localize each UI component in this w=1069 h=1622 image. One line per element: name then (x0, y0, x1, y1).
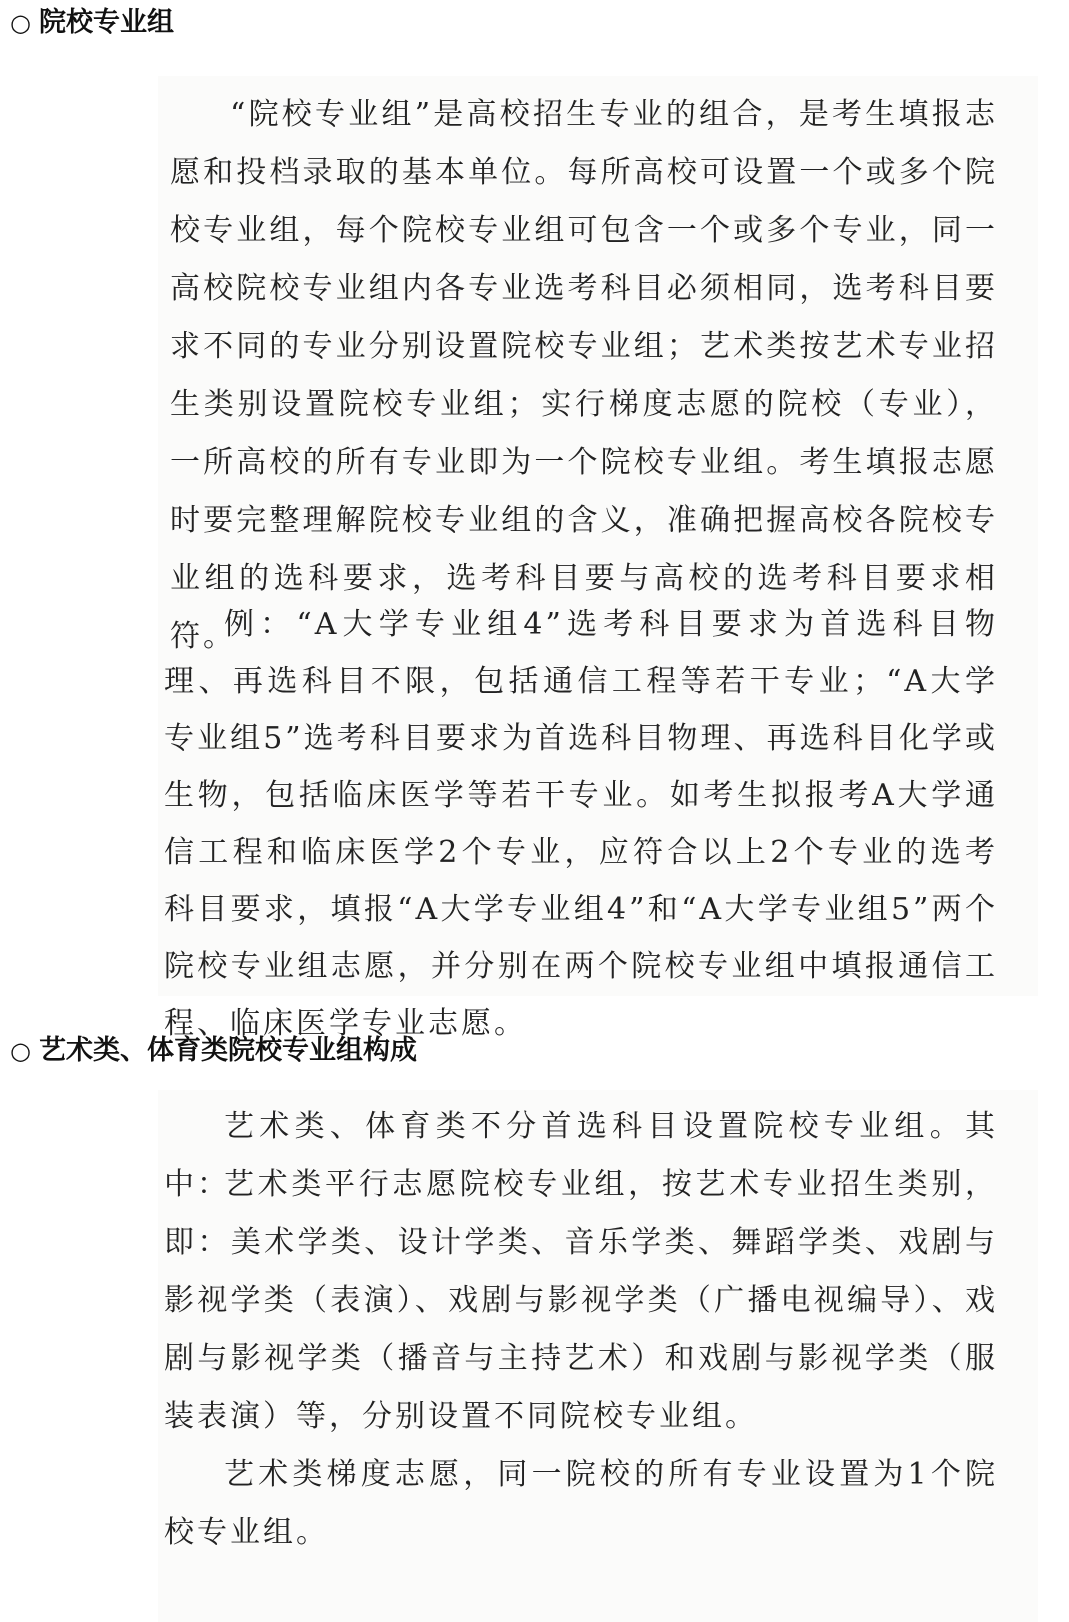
circle-bullet-icon: ○ (10, 9, 31, 37)
paragraph-example: 例：“A大学专业组4”选考科目要求为首选科目物理、再选科目不限，包括通信工程等若干专业；“A大学专业组5”选考科目要求为首选科目物理、再选科目化学或生物，包括临床医学等若干专业。如考生拟报考A大学通信工程和临床医学2个专业，应符合以上2个专业的选考科目要求，填报“A大学专业组4”和“A大学专业组5”两个院校专业组志愿，并分别在两个院校专业组中填报通信工程、临床医学专业志愿。 (164, 607, 998, 1041)
paragraph-gradient-volunteer: 艺术类梯度志愿，同一院校的所有专业设置为1个院校专业组。 (164, 1457, 998, 1550)
scanned-document-excerpt (158, 76, 1038, 1041)
paragraph-intro: 艺术类、体育类不分首选科目设置院校专业组。其中： (164, 1109, 998, 1202)
section-title: 院校专业组 (38, 7, 174, 38)
section-title: 艺术类、体育类院校专业组构成 (38, 1035, 417, 1066)
section-heading-institution-group (10, 6, 174, 40)
scanned-document-excerpt (158, 1090, 1038, 1622)
circle-bullet-icon: ○ (10, 1037, 31, 1065)
paragraph-definition: “院校专业组”是高校招生专业的组合，是考生填报志愿和投档录取的基本单位。每所高校可设置一个或多个院校专业组，每个院校专业组可包含一个或多个专业，同一高校院校专业组内各专业选考科目必须相同，选考科目要求不同的专业分别设置院校专业组；艺术类按艺术专业招生类别设置院校专业组；实行梯度志愿的院校（专业），一所高校的所有专业即为一个院校专业组。考生填报志愿时要完整理解院校专业组的含义，准确把握高校各院校专业组的选科要求，选考科目要与高校的选考科目要求相符。 (170, 97, 998, 654)
paragraph-parallel-volunteer: 艺术类平行志愿院校专业组，按艺术专业招生类别，即：美术学类、设计学类、音乐学类、舞蹈学类、戏剧与影视学类（表演）、戏剧与影视学类（广播电视编导）、戏剧与影视学类（播音与主持艺术）和戏剧与影视学类（服装表演）等，分别设置不同院校专业组。 (164, 1167, 998, 1434)
section-heading-art-sports-groups (10, 1034, 417, 1068)
